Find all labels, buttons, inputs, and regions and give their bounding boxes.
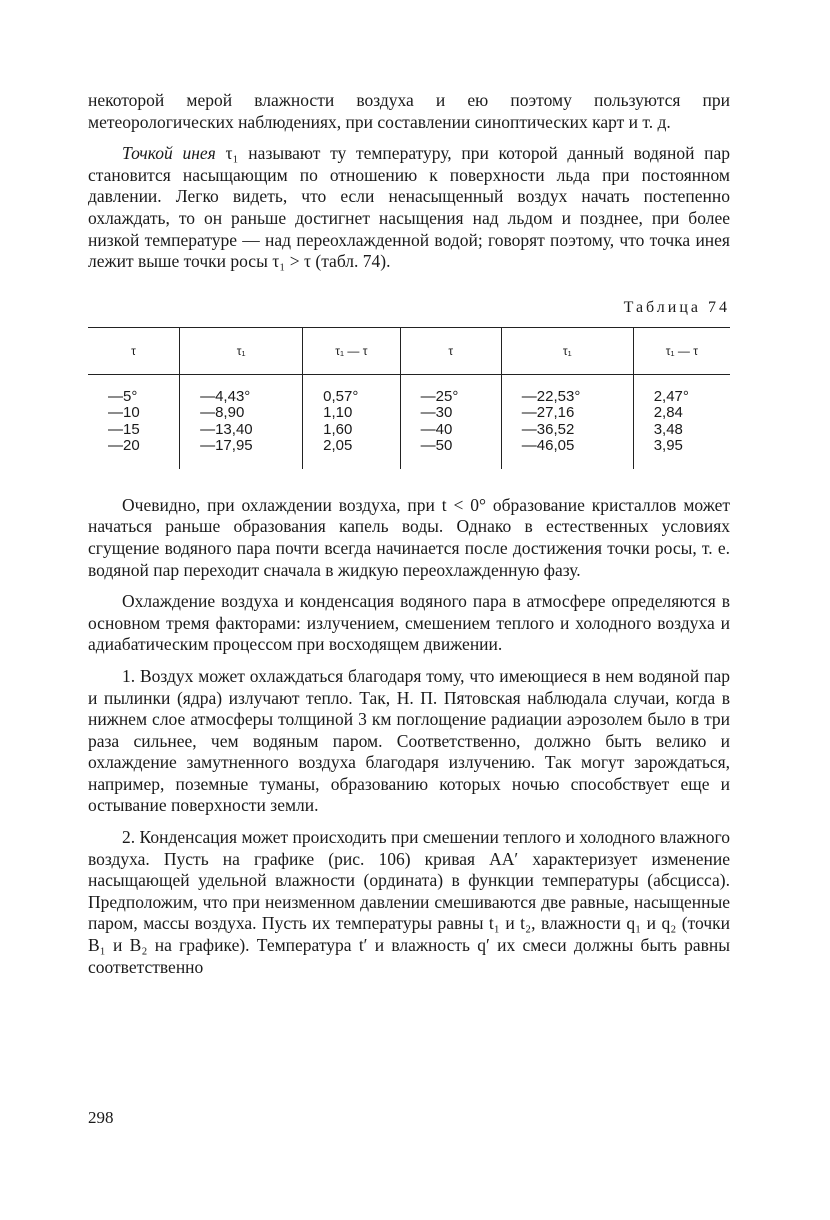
table-column-cell <box>633 374 730 469</box>
table-header-cell: τ <box>400 327 501 374</box>
intro-paragraph: некоторой мерой влажности воздуха и ею поэтому пользуются при метеорологических наблюдениях, при составлении синоптических карт и т. д. <box>88 90 730 132</box>
paragraph-radiation-cooling: 1. Воздух может охлаждаться благодаря тому, что имеющиеся в нем водяной пар и пылинки (ядра) излучают тепло. Так, Н. П. Пятовская наблюдала случаи, когда в нижнем слое атмосферы толщиной 3 км поглощение радиации аэрозолем было в три раза сильнее, чем водяным паром. Соответственно, должно быть велико и охлаждение замутненного воздуха благодаря излучению. Так могут зарождаться, например, поземные туманы, образованию которых ночью способствует еще и остывание поверхности земли. <box>88 665 730 816</box>
table-header-cell: τ₁ <box>180 327 303 374</box>
paragraph-mixing-condensation: 2. Конденсация может происходить при смешении теплого и холодного влажного воздуха. Пусть на графике (рис. 106) кривая AA′ характеризует изменение насыщающей удельной влажности (ордината) в функции температуры (абсцисса). Предположим, что при неизменном давлении смешиваются две равные, насыщенные паром, массы воздуха. Пусть их температуры равны t₁ и t₂, влажности q₁ и q₂ (точки B₁ и B₂ на графике). Температура t′ и влажность q′ их смеси должны быть равны соответственно <box>88 827 730 977</box>
table-cell: —36,52 <box>521 420 575 438</box>
paragraph-crystal-formation: Очевидно, при охлаждении воздуха, при t < 0° образование кристаллов может начаться раньше образования капель воды. Однако в естественных условиях сгущение водяного пара почти всегда начинается после достижения точки росы, т. е. водяной пар переходит сначала в жидкую переохлажденную фазу. <box>88 494 730 580</box>
table-column-cell <box>180 374 303 469</box>
table-header-row <box>88 327 730 374</box>
page-number: 298 <box>88 1108 114 1127</box>
paragraph-cooling-factors: Охлаждение воздуха и конденсация водяного пара в атмосфере определяются в основном тремя факторами: излучением, смешением теплого и холодного воздуха и адиабатическим процессом при восходящем движении. <box>88 591 730 655</box>
table-cell: —30 <box>420 404 453 422</box>
table-cell: —5° <box>108 387 138 405</box>
table-cell: —13,40 <box>200 420 253 438</box>
table-column-cell <box>501 374 633 469</box>
table-column-cell <box>400 374 501 469</box>
table-cell: —8,90 <box>200 404 245 422</box>
table-caption: Таблица 74 <box>623 298 730 316</box>
table-cell: —17,95 <box>200 437 253 455</box>
table-header-cell: τ <box>88 327 180 374</box>
frost-point-paragraph <box>88 143 730 273</box>
page-body <box>88 90 730 978</box>
table-cell: —50 <box>420 437 453 455</box>
table-cell: —4,43° <box>200 387 251 405</box>
table-cell: —40 <box>420 420 453 438</box>
table-header-cell: τ₁ — τ <box>303 327 401 374</box>
table-cell: 3,95 <box>653 437 683 455</box>
table-column-cell <box>88 374 180 469</box>
table-cell: 2,05 <box>323 437 353 455</box>
table-cell: —20 <box>108 437 140 455</box>
table-cell: —27,16 <box>521 404 575 422</box>
table-cell: 3,48 <box>653 420 683 438</box>
table-cell: 0,57° <box>323 387 359 405</box>
frost-point-term: Точкой инея <box>122 143 216 164</box>
table-cell: —46,05 <box>521 437 575 455</box>
table-cell: —22,53° <box>521 387 581 405</box>
table-cell: 1,10 <box>323 404 353 422</box>
table-row <box>88 374 730 469</box>
data-table <box>88 327 730 469</box>
table-column-cell <box>303 374 401 469</box>
table-cell: —25° <box>420 387 459 405</box>
table-cell: —15 <box>108 420 140 438</box>
frost-point-definition: τ₁ называют ту температуру, при которой данный водяной пар становится насыщающим по отношению к поверхности льда при постоянном давлении. Легко видеть, что если ненасыщенный воздух начать постепенно охлаждать, то он раньше достигнет насыщения над льдом и позднее, при более низкой температуре — над переохлажденной водой; говорят поэтому, что точка инея лежит выше точки росы τ₁ > τ (табл. 74). <box>88 143 730 272</box>
table-header-cell: τ₁ — τ <box>633 327 730 374</box>
table-cell: 2,84 <box>653 404 683 422</box>
table-cell: —10 <box>108 404 140 422</box>
table-header-cell: τ₁ <box>501 327 633 374</box>
table-cell: 2,47° <box>653 387 689 405</box>
table-cell: 1,60 <box>323 420 353 438</box>
